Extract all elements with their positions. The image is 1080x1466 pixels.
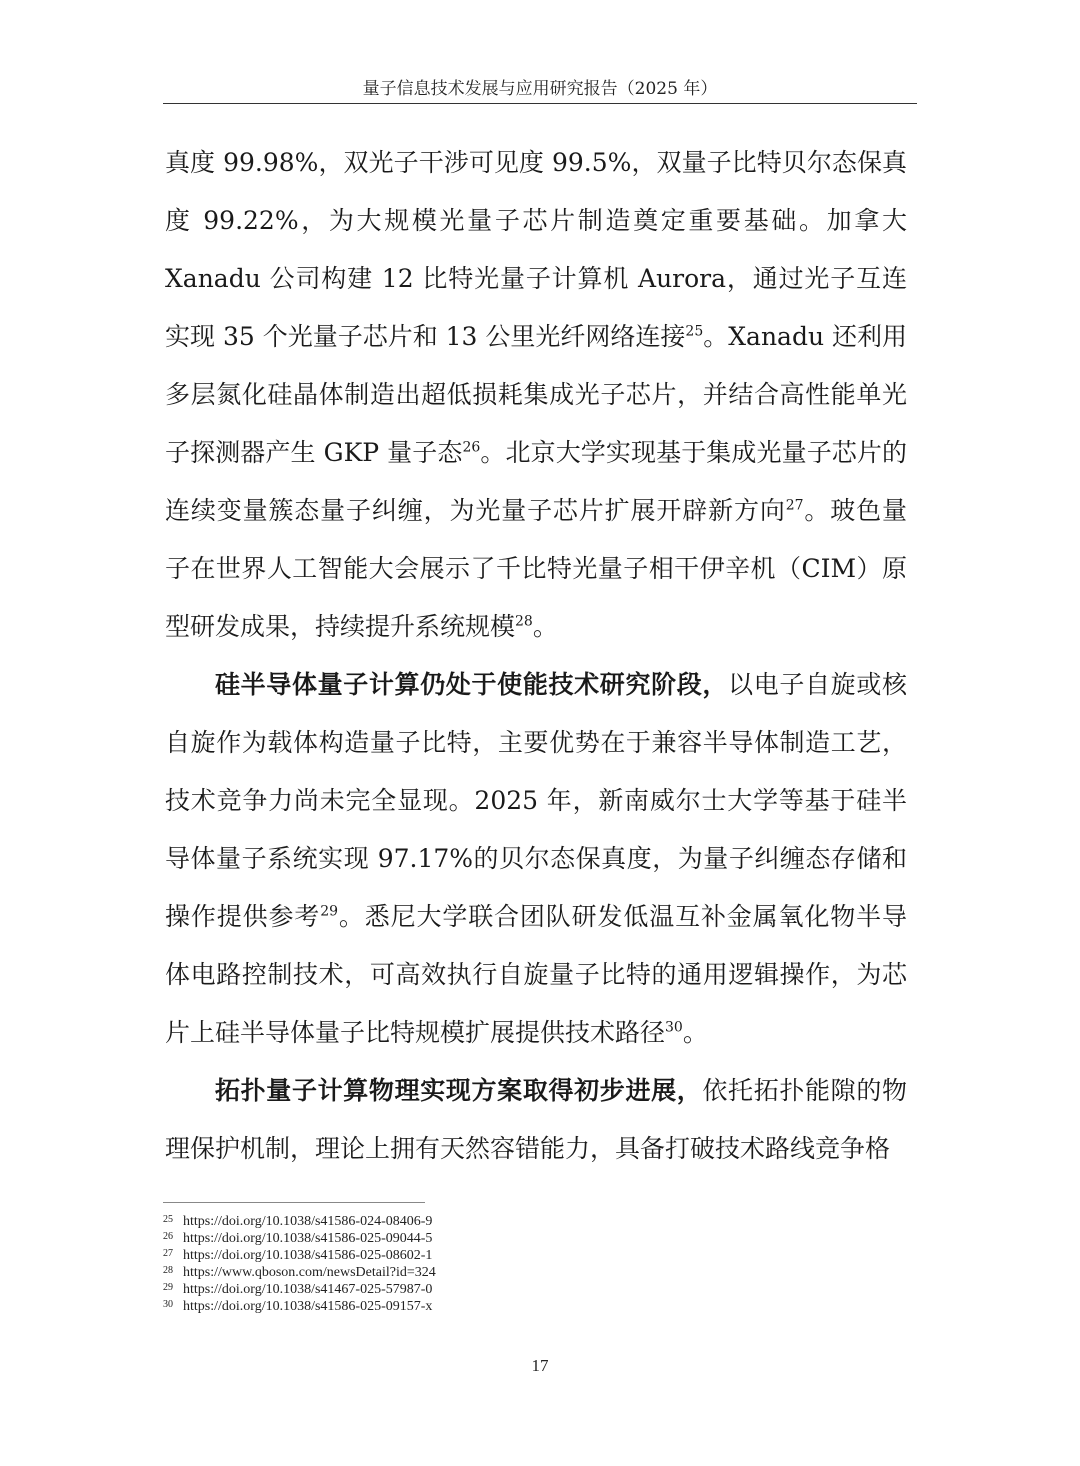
paragraph-photonic (165, 134, 907, 656)
footnote-number: 28 (163, 1265, 173, 1276)
running-header: 量子信息技术发展与应用研究报告（2025 年） (362, 79, 718, 99)
paragraph-text: 以电子自旋或核自旋作为载体构造量子比特，主要优势在于兼容半导体制造工艺，技术竞争力尚未完全显现。2025 年，新南威尔士大学等基于硅半导体量子系统实现 97.17%的贝尔态保真度，为量子纠缠态存储和操作提供参考 (165, 670, 907, 931)
footnote-link[interactable]: https://doi.org/10.1038/s41586-025-09157-x (183, 1299, 433, 1314)
page-number: 17 (531, 1356, 549, 1375)
paragraph-topological (165, 1062, 907, 1178)
footnote-link[interactable]: https://doi.org/10.1038/s41586-024-08406-9 (183, 1214, 433, 1229)
header-divider (163, 103, 917, 104)
body-text (165, 134, 907, 1178)
paragraph-text: 。Xanadu 还利用多层氮化硅晶体制造出超低损耗集成光子芯片，并结合高性能单光子探测器产生 GKP 量子态 (165, 322, 908, 467)
footnote-link[interactable]: https://doi.org/10.1038/s41586-025-08602-1 (183, 1248, 433, 1263)
footnote-item (163, 1213, 663, 1230)
footnote-ref-30[interactable]: 30 (665, 1019, 683, 1036)
paragraph-text: 依托拓扑能隙的物理保护机制，理论上拥有天然容错能力，具备打破技术路线竞争格 (165, 1076, 907, 1163)
paragraph-text: 。 (682, 1018, 708, 1047)
footnote-ref-29[interactable]: 29 (320, 903, 339, 920)
paragraph-text: 。北京大学实现基于集成光量子芯片的连续变量簇态量子纠缠，为光量子芯片扩展开辟新方向 (165, 438, 907, 525)
footnote-number: 26 (163, 1231, 173, 1242)
footnote-divider (163, 1202, 425, 1203)
footnote-number: 30 (163, 1299, 173, 1310)
paragraph-lead: 硅半导体量子计算仍处于使能技术研究阶段， (215, 670, 729, 699)
footnote-item (163, 1298, 663, 1315)
footnote-number: 29 (163, 1282, 173, 1293)
footnote-ref-28[interactable]: 28 (515, 613, 533, 630)
footnote-item (163, 1230, 663, 1247)
footnotes (163, 1213, 663, 1315)
footnote-item (163, 1281, 663, 1298)
paragraph-text: 真度 99.98%，双光子干涉可见度 99.5%，双量子比特贝尔态保真度 99.22%，为大规模光量子芯片制造奠定重要基础。加拿大 Xanadu 公司构建 12 比特光量子计算机 Aurora，通过光子互连实现 35 个光量子芯片和 13 公里光纤网络连接 (165, 148, 907, 351)
footnote-item (163, 1247, 663, 1264)
paragraph-silicon (165, 656, 907, 1062)
footnote-number: 25 (163, 1214, 173, 1225)
footnote-ref-25[interactable]: 25 (685, 323, 704, 340)
paragraph-lead: 拓扑量子计算物理实现方案取得初步进展， (215, 1076, 703, 1105)
paragraph-text: 。玻色量子在世界人工智能大会展示了千比特光量子相干伊辛机（CIM）原型研发成果，持续提升系统规模 (165, 496, 907, 641)
paragraph-text: 。悉尼大学联合团队研发低温互补金属氧化物半导体电路控制技术，可高效执行自旋量子比特的通用逻辑操作，为芯片上硅半导体量子比特规模扩展提供技术路径 (165, 902, 907, 1047)
footnote-ref-26[interactable]: 26 (462, 439, 481, 456)
footnote-link[interactable]: https://www.qboson.com/newsDetail?id=324 (183, 1265, 436, 1280)
paragraph-text: 。 (532, 612, 558, 641)
footnote-number: 27 (163, 1248, 173, 1259)
footnote-ref-27[interactable]: 27 (785, 497, 804, 514)
footnote-link[interactable]: https://doi.org/10.1038/s41586-025-09044-5 (183, 1231, 433, 1246)
footnote-link[interactable]: https://doi.org/10.1038/s41467-025-57987-0 (183, 1282, 433, 1297)
footnote-item (163, 1264, 663, 1281)
